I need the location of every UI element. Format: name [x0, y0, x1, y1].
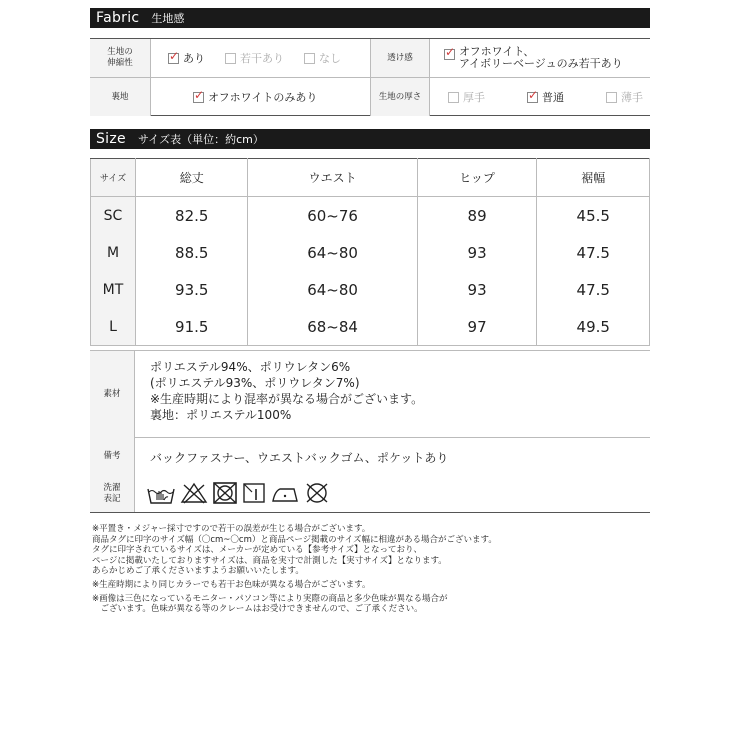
- checkbox-empty-icon: [225, 53, 236, 64]
- no-dry-clean-icon: [304, 481, 330, 505]
- size-corner-label: サイズ: [91, 159, 136, 197]
- footnote-line: ※生産時期により同じカラーでも若干お色味が異なる場合がございます。: [92, 579, 371, 590]
- checkbox-checked-icon: [527, 92, 538, 103]
- size-table-header-row: [91, 159, 650, 197]
- remarks-care-section: [90, 437, 650, 513]
- thickness-options: [448, 78, 663, 116]
- sheer-value: ✓ オフホワイト、 アイボリーベージュのみ若干あり: [444, 39, 623, 77]
- table-cell: 49.5: [537, 308, 650, 346]
- size-label: MT: [91, 271, 136, 308]
- thickness-label: 生地の厚さ: [371, 78, 429, 116]
- material-line: ポリエステル94%、ポリウレタン6%: [150, 360, 351, 374]
- checkbox-empty-icon: [606, 92, 617, 103]
- table-cell: 64~80: [248, 271, 417, 308]
- table-cell: 64~80: [248, 234, 417, 271]
- size-title-jp: サイズ表（単位：約cm）: [137, 133, 264, 146]
- fabric-row-2: [90, 77, 650, 116]
- col-header-waist: ウエスト: [248, 159, 417, 197]
- table-cell: 68~84: [248, 308, 417, 346]
- no-bleach-icon: [180, 481, 208, 505]
- checkbox-checked-icon: [168, 53, 179, 64]
- size-section-header: [90, 129, 650, 149]
- col-header-hem: 裾幅: [537, 159, 650, 197]
- size-title-en: Size: [96, 131, 126, 147]
- fabric-row-1: [90, 39, 650, 77]
- stretch-option-none: なし: [304, 50, 341, 66]
- iron-low-icon: [270, 481, 300, 505]
- col-header-hip: ヒップ: [417, 159, 537, 197]
- fabric-section-header: [90, 8, 650, 28]
- fabric-table: [90, 38, 650, 116]
- material-line: ※生産時期により混率が異なる場合がございます。: [150, 392, 424, 406]
- material-line: 裏地：ポリエステル100%: [150, 408, 292, 422]
- fabric-title-jp: 生地感: [151, 12, 185, 25]
- footnotes: [92, 524, 497, 615]
- no-tumble-dry-icon: [212, 481, 238, 505]
- table-cell: 89: [417, 197, 537, 235]
- footnote-line: タグに印字されているサイズは、メーカーが定めている【参考サイズ】となっており、: [92, 545, 422, 556]
- stretch-option-slight: 若干あり: [225, 50, 284, 66]
- remarks-label: 備考: [90, 437, 134, 475]
- fabric-title-en: Fabric: [96, 10, 140, 26]
- thickness-option-normal: ✓ 普通: [527, 89, 564, 105]
- col-header-length: 総丈: [136, 159, 248, 197]
- table-cell: 82.5: [136, 197, 248, 235]
- sheer-label: 透け感: [371, 39, 429, 77]
- footnote-line: ございます。色味が異なる等のクレームはお受けできませんので、ご了承ください。: [92, 604, 423, 615]
- table-cell: 60~76: [248, 197, 417, 235]
- checkbox-empty-icon: [448, 92, 459, 103]
- table-cell: 93: [417, 234, 537, 271]
- table-cell: 93.5: [136, 271, 248, 308]
- lining-value: ✓ オフホワイトのみあり: [193, 78, 337, 116]
- table-cell: 45.5: [537, 197, 650, 235]
- material-line: (ポリエステル93%、ポリウレタン7%): [150, 376, 360, 390]
- size-label: SC: [91, 197, 136, 235]
- size-table: [90, 158, 650, 346]
- thickness-option-thick: 厚手: [448, 89, 485, 105]
- stretch-label: 生地の 伸縮性: [90, 39, 150, 77]
- stretch-option-yes: ✓ あり: [168, 50, 205, 66]
- footnote-line: 商品タグに印字のサイズ幅（〇cm~〇cm）と商品ページ掲載のサイズ幅に相違がある場合がございます。: [92, 534, 497, 545]
- checkbox-checked-icon: [193, 92, 204, 103]
- table-cell: 88.5: [136, 234, 248, 271]
- material-text: [150, 359, 423, 423]
- table-cell: 97: [417, 308, 537, 346]
- checkbox-checked-icon: [444, 49, 455, 60]
- footnote-line: ※画像は三色になっているモニター・パソコン等により実際の商品と多少色味が異なる場合が: [92, 593, 448, 604]
- remarks-text: バックファスナー、ウエストバックゴム、ポケットあり: [150, 451, 449, 465]
- table-row: [91, 271, 650, 308]
- footnote-line: ※平置き・メジャー採寸ですので若干の誤差が生じる場合がございます。: [92, 524, 371, 534]
- checkbox-empty-icon: [304, 53, 315, 64]
- care-label: 洗濯 表記: [90, 475, 134, 512]
- material-label: 素材: [90, 351, 134, 437]
- line-dry-shade-icon: [242, 481, 266, 505]
- footnote-line: ページに掲載いたしておりますサイズは、商品を実寸で計測した【実寸サイズ】となります。: [92, 555, 447, 566]
- hand-wash-icon: [146, 481, 176, 505]
- size-label: M: [91, 234, 136, 271]
- material-section: [90, 350, 650, 438]
- size-label: L: [91, 308, 136, 346]
- footnote-line: あらかじめご了承くださいますようお願いいたします。: [92, 566, 304, 577]
- care-symbols: [146, 481, 330, 505]
- thickness-option-thin: 薄手: [606, 89, 643, 105]
- table-row: [91, 234, 650, 271]
- lining-label: 裏地: [90, 78, 150, 116]
- table-cell: 93: [417, 271, 537, 308]
- table-row: [91, 197, 650, 235]
- table-cell: 47.5: [537, 234, 650, 271]
- stretch-options: [168, 39, 361, 77]
- table-cell: 91.5: [136, 308, 248, 346]
- table-cell: 47.5: [537, 271, 650, 308]
- table-row: [91, 308, 650, 346]
